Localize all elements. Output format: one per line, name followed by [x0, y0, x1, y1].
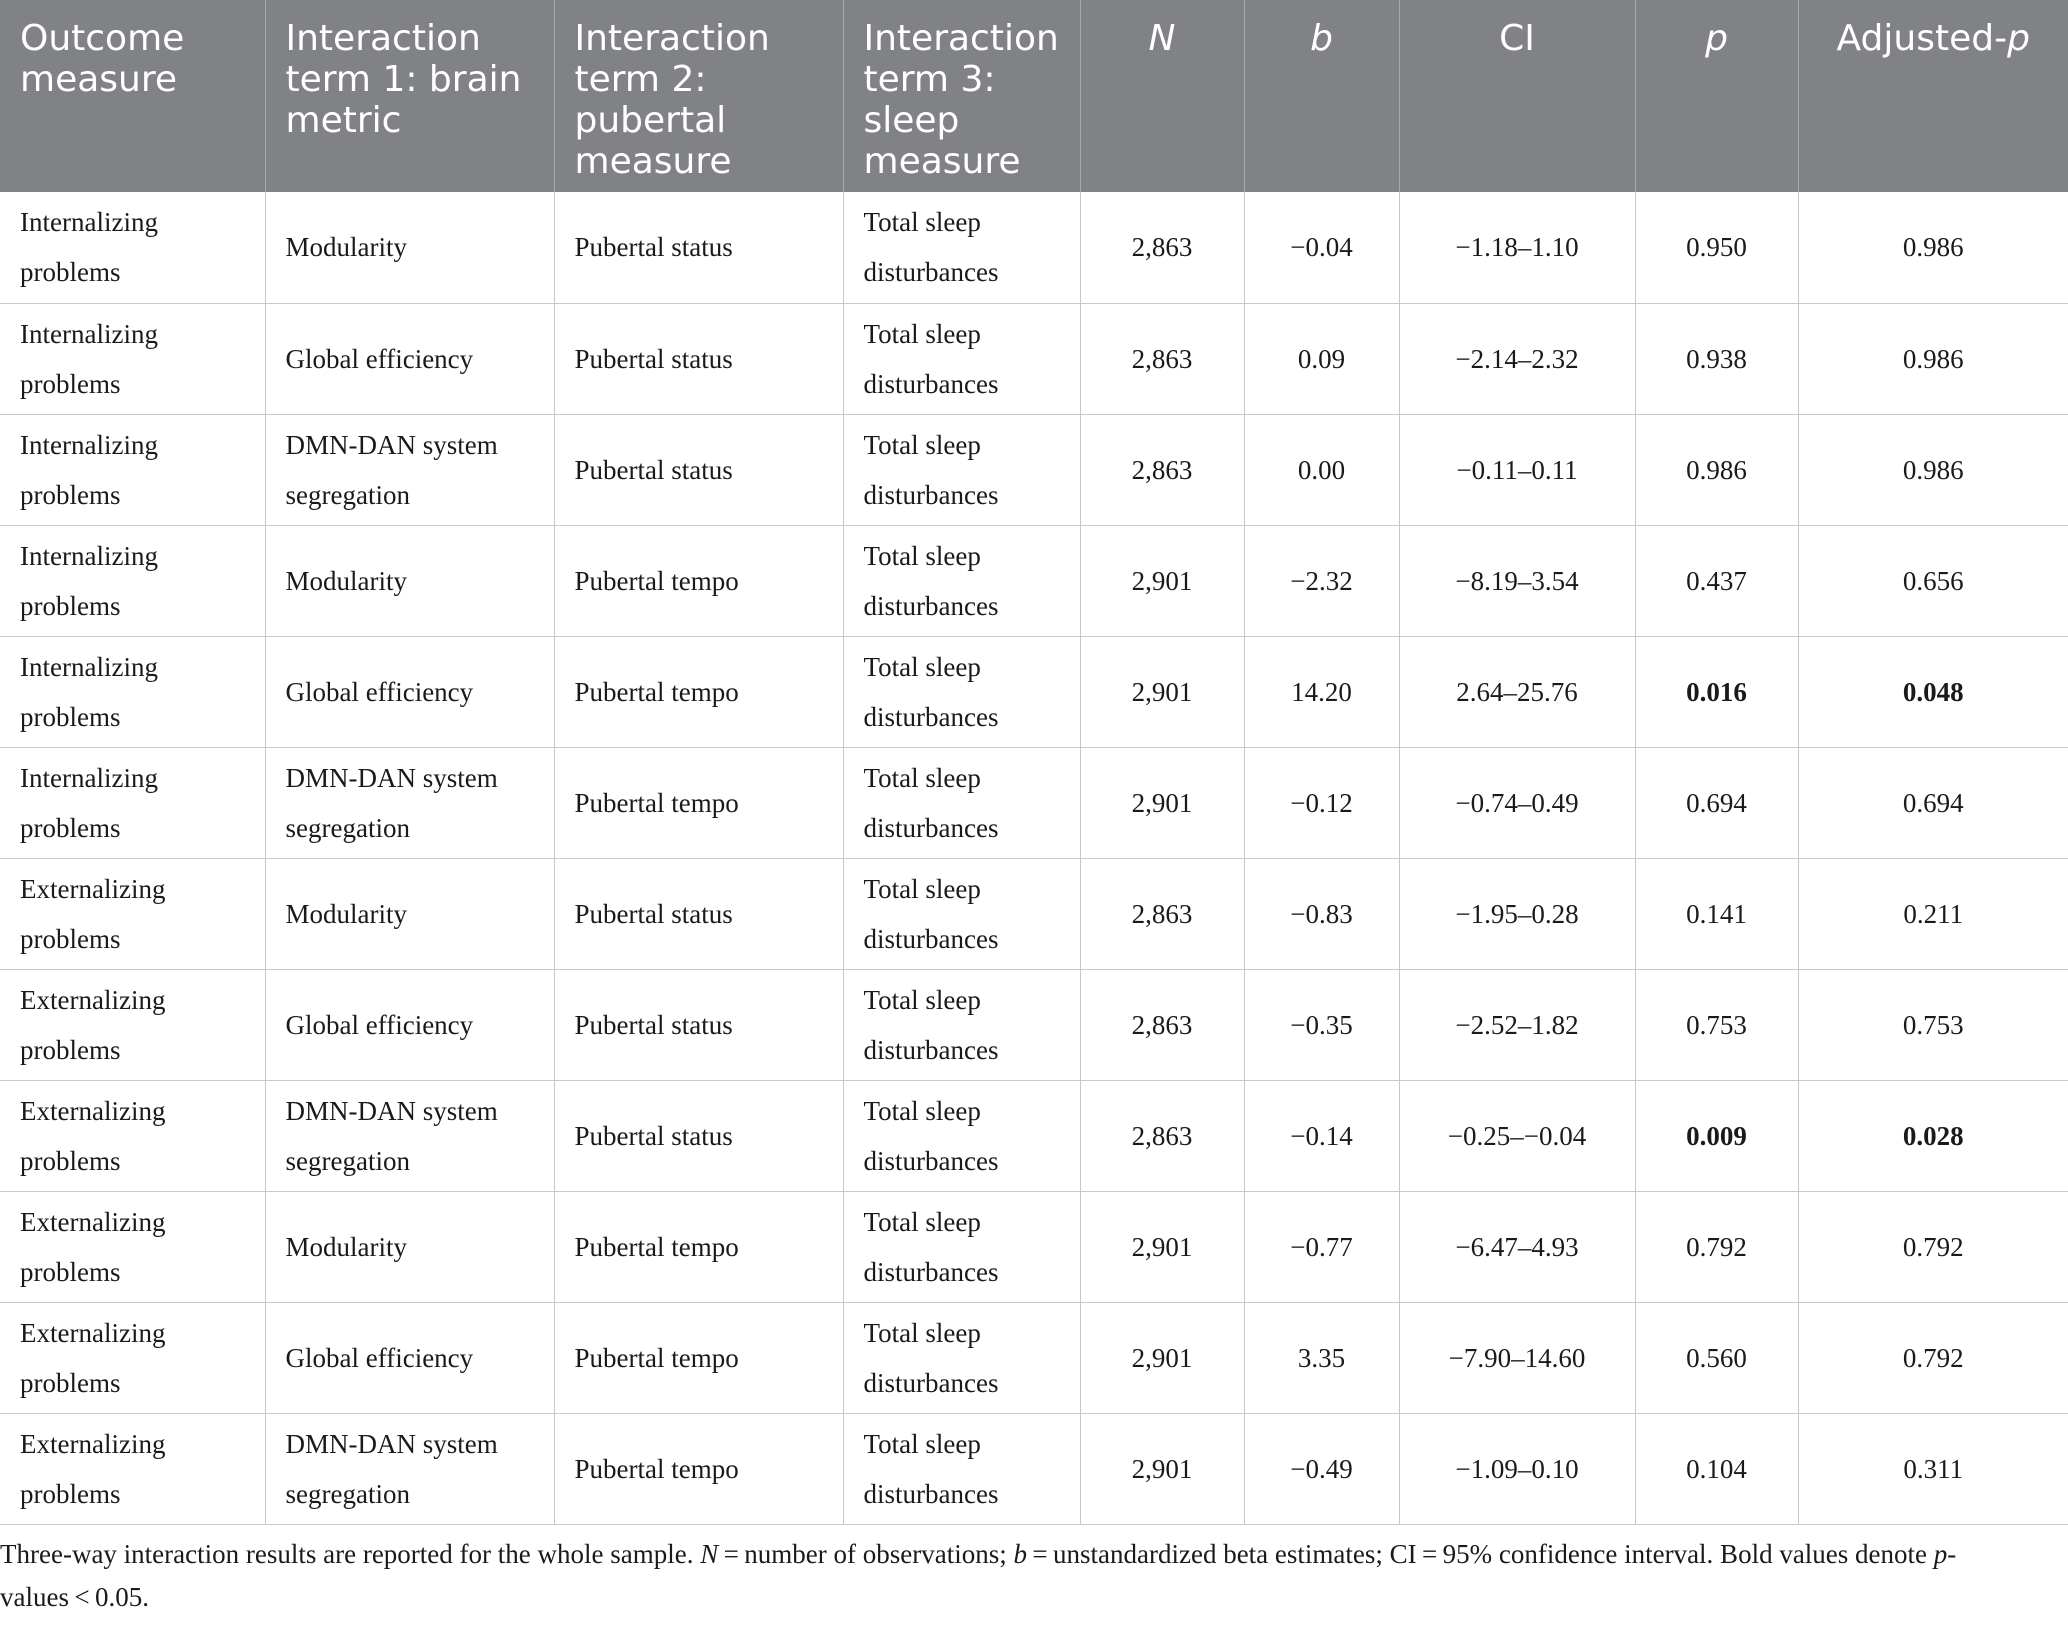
- cell-brain-metric: DMN-DAN system segregation: [265, 414, 554, 525]
- header-ci: CI: [1399, 0, 1635, 192]
- cell-adjusted-p: 0.986: [1798, 192, 2068, 303]
- cell-sleep-measure: Total sleep disturbances: [843, 747, 1080, 858]
- cell-outcome: Internalizing problems: [0, 192, 265, 303]
- cell-adjusted-p: 0.311: [1798, 1413, 2068, 1524]
- table-row: [0, 192, 2068, 303]
- cell-b: −0.14: [1244, 1080, 1399, 1191]
- cell-outcome: Internalizing problems: [0, 414, 265, 525]
- cell-pubertal-measure: Pubertal status: [554, 414, 843, 525]
- header-adjusted-p: [1798, 0, 2068, 192]
- cell-ci: −2.14–2.32: [1399, 303, 1635, 414]
- cell-brain-metric: Modularity: [265, 525, 554, 636]
- cell-n: 2,901: [1080, 636, 1244, 747]
- cell-ci: −6.47–4.93: [1399, 1191, 1635, 1302]
- footnote-b-symbol: b: [1013, 1538, 1027, 1569]
- cell-outcome: Externalizing problems: [0, 1080, 265, 1191]
- cell-ci: −0.11–0.11: [1399, 414, 1635, 525]
- cell-ci: −1.18–1.10: [1399, 192, 1635, 303]
- cell-n: 2,901: [1080, 1302, 1244, 1413]
- cell-p: 0.009: [1635, 1080, 1798, 1191]
- cell-adjusted-p: 0.028: [1798, 1080, 2068, 1191]
- header-n: [1080, 0, 1244, 192]
- cell-outcome: Internalizing problems: [0, 303, 265, 414]
- cell-sleep-measure: Total sleep disturbances: [843, 1413, 1080, 1524]
- cell-b: −0.04: [1244, 192, 1399, 303]
- cell-sleep-measure: Total sleep disturbances: [843, 525, 1080, 636]
- cell-sleep-measure: Total sleep disturbances: [843, 969, 1080, 1080]
- cell-pubertal-measure: Pubertal tempo: [554, 525, 843, 636]
- cell-p: 0.792: [1635, 1191, 1798, 1302]
- cell-ci: −7.90–14.60: [1399, 1302, 1635, 1413]
- header-p: [1635, 0, 1798, 192]
- header-row: [0, 0, 2068, 192]
- table-row: [0, 1413, 2068, 1524]
- cell-pubertal-measure: Pubertal tempo: [554, 747, 843, 858]
- footnote-text-2: = number of observations;: [718, 1538, 1014, 1569]
- footnote-p-symbol: p: [1933, 1538, 1948, 1569]
- cell-n: 2,901: [1080, 747, 1244, 858]
- header-b-label: b: [1310, 18, 1333, 59]
- cell-adjusted-p: 0.694: [1798, 747, 2068, 858]
- cell-ci: −1.09–0.10: [1399, 1413, 1635, 1524]
- cell-b: −0.12: [1244, 747, 1399, 858]
- cell-sleep-measure: Total sleep disturbances: [843, 192, 1080, 303]
- cell-outcome: Externalizing problems: [0, 969, 265, 1080]
- cell-outcome: Internalizing problems: [0, 747, 265, 858]
- table-row: [0, 303, 2068, 414]
- table-row: [0, 1191, 2068, 1302]
- cell-n: 2,863: [1080, 303, 1244, 414]
- cell-brain-metric: Global efficiency: [265, 969, 554, 1080]
- cell-sleep-measure: Total sleep disturbances: [843, 1080, 1080, 1191]
- cell-p: 0.104: [1635, 1413, 1798, 1524]
- cell-adjusted-p: 0.986: [1798, 414, 2068, 525]
- cell-brain-metric: Modularity: [265, 192, 554, 303]
- footnote-n-symbol: N: [700, 1538, 719, 1569]
- cell-sleep-measure: Total sleep disturbances: [843, 303, 1080, 414]
- cell-p: 0.950: [1635, 192, 1798, 303]
- cell-n: 2,901: [1080, 525, 1244, 636]
- cell-adjusted-p: 0.753: [1798, 969, 2068, 1080]
- cell-p: 0.016: [1635, 636, 1798, 747]
- cell-pubertal-measure: Pubertal status: [554, 969, 843, 1080]
- header-outcome: Outcome measure: [0, 0, 265, 192]
- cell-pubertal-measure: Pubertal tempo: [554, 1191, 843, 1302]
- table-footnote: [0, 1533, 2068, 1619]
- cell-p: 0.141: [1635, 858, 1798, 969]
- cell-sleep-measure: Total sleep disturbances: [843, 414, 1080, 525]
- cell-p: 0.938: [1635, 303, 1798, 414]
- cell-pubertal-measure: Pubertal status: [554, 858, 843, 969]
- cell-ci: −8.19–3.54: [1399, 525, 1635, 636]
- table-row: [0, 747, 2068, 858]
- cell-pubertal-measure: Pubertal tempo: [554, 636, 843, 747]
- cell-ci: −1.95–0.28: [1399, 858, 1635, 969]
- header-b: [1244, 0, 1399, 192]
- cell-brain-metric: DMN-DAN system segregation: [265, 1080, 554, 1191]
- header-adjusted-p-label: p: [2007, 18, 2030, 59]
- footnote-text-1: Three-way interaction results are reported for the whole sample.: [0, 1538, 701, 1569]
- cell-outcome: Externalizing problems: [0, 858, 265, 969]
- cell-outcome: Internalizing problems: [0, 636, 265, 747]
- table-row: [0, 414, 2068, 525]
- cell-n: 2,863: [1080, 858, 1244, 969]
- cell-sleep-measure: Total sleep disturbances: [843, 1191, 1080, 1302]
- cell-n: 2,863: [1080, 192, 1244, 303]
- cell-outcome: Externalizing problems: [0, 1302, 265, 1413]
- cell-adjusted-p: 0.048: [1798, 636, 2068, 747]
- cell-b: 0.09: [1244, 303, 1399, 414]
- cell-b: −0.83: [1244, 858, 1399, 969]
- header-p-label: p: [1705, 18, 1728, 59]
- footnote-text-4: -values < 0.05.: [0, 1538, 1957, 1612]
- cell-p: 0.437: [1635, 525, 1798, 636]
- cell-p: 0.986: [1635, 414, 1798, 525]
- cell-n: 2,863: [1080, 1080, 1244, 1191]
- cell-adjusted-p: 0.986: [1798, 303, 2068, 414]
- header-term1: Interaction term 1: brain metric: [265, 0, 554, 192]
- table-row: [0, 636, 2068, 747]
- cell-n: 2,863: [1080, 969, 1244, 1080]
- cell-sleep-measure: Total sleep disturbances: [843, 636, 1080, 747]
- cell-pubertal-measure: Pubertal tempo: [554, 1302, 843, 1413]
- cell-brain-metric: DMN-DAN system segregation: [265, 747, 554, 858]
- cell-outcome: Internalizing problems: [0, 525, 265, 636]
- cell-ci: −0.25–−0.04: [1399, 1080, 1635, 1191]
- table-row: [0, 858, 2068, 969]
- cell-pubertal-measure: Pubertal status: [554, 303, 843, 414]
- cell-b: 14.20: [1244, 636, 1399, 747]
- cell-brain-metric: Modularity: [265, 858, 554, 969]
- cell-n: 2,901: [1080, 1191, 1244, 1302]
- cell-adjusted-p: 0.792: [1798, 1191, 2068, 1302]
- footnote-text-3: = unstandardized beta estimates; CI = 95% confidence interval. Bold values denote: [1026, 1538, 1934, 1569]
- cell-sleep-measure: Total sleep disturbances: [843, 858, 1080, 969]
- cell-outcome: Externalizing problems: [0, 1191, 265, 1302]
- header-adjusted-prefix: Adjusted-: [1836, 18, 2008, 59]
- cell-brain-metric: Global efficiency: [265, 1302, 554, 1413]
- cell-b: 0.00: [1244, 414, 1399, 525]
- cell-brain-metric: Global efficiency: [265, 303, 554, 414]
- cell-b: −0.49: [1244, 1413, 1399, 1524]
- cell-brain-metric: Modularity: [265, 1191, 554, 1302]
- table-row: [0, 525, 2068, 636]
- cell-p: 0.753: [1635, 969, 1798, 1080]
- cell-b: −0.77: [1244, 1191, 1399, 1302]
- results-body: [0, 192, 2068, 1524]
- table-row: [0, 969, 2068, 1080]
- cell-p: 0.560: [1635, 1302, 1798, 1413]
- cell-p: 0.694: [1635, 747, 1798, 858]
- cell-adjusted-p: 0.792: [1798, 1302, 2068, 1413]
- cell-pubertal-measure: Pubertal status: [554, 192, 843, 303]
- cell-adjusted-p: 0.656: [1798, 525, 2068, 636]
- cell-pubertal-measure: Pubertal tempo: [554, 1413, 843, 1524]
- cell-b: 3.35: [1244, 1302, 1399, 1413]
- cell-outcome: Externalizing problems: [0, 1413, 265, 1524]
- cell-b: −2.32: [1244, 525, 1399, 636]
- cell-n: 2,863: [1080, 414, 1244, 525]
- cell-adjusted-p: 0.211: [1798, 858, 2068, 969]
- table-row: [0, 1080, 2068, 1191]
- cell-brain-metric: Global efficiency: [265, 636, 554, 747]
- cell-brain-metric: DMN-DAN system segregation: [265, 1413, 554, 1524]
- cell-pubertal-measure: Pubertal status: [554, 1080, 843, 1191]
- cell-n: 2,901: [1080, 1413, 1244, 1524]
- cell-ci: −2.52–1.82: [1399, 969, 1635, 1080]
- cell-sleep-measure: Total sleep disturbances: [843, 1302, 1080, 1413]
- header-term3: Interaction term 3: sleep measure: [843, 0, 1080, 192]
- cell-b: −0.35: [1244, 969, 1399, 1080]
- header-n-label: N: [1148, 18, 1176, 59]
- header-term2: Interaction term 2: pubertal measure: [554, 0, 843, 192]
- cell-ci: 2.64–25.76: [1399, 636, 1635, 747]
- cell-ci: −0.74–0.49: [1399, 747, 1635, 858]
- table-row: [0, 1302, 2068, 1413]
